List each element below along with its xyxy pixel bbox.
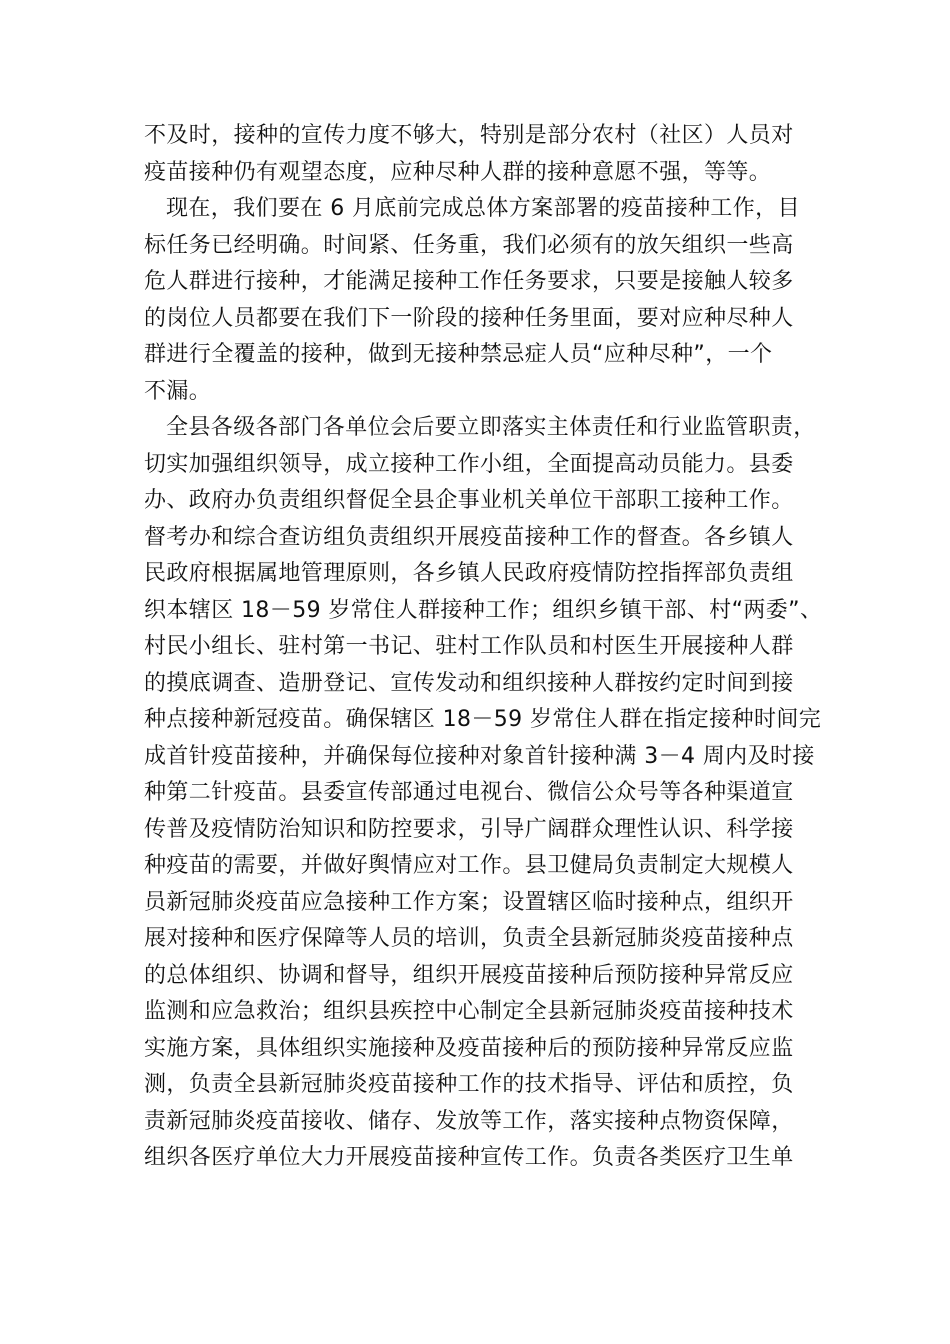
paragraph	[144, 118, 834, 191]
text-line: 督考办和综合查访组负责组织开展疫苗接种工作的督查。各乡镇人	[144, 524, 794, 550]
text-line: 危人群进行接种，才能满足接种工作任务要求，只要是接触人较多	[144, 269, 794, 294]
text-line: 组织各医疗单位大力开展疫苗接种宣传工作。负责各类医疗卫生单	[144, 1145, 794, 1170]
text-line: 成首针疫苗接种，并确保每位接种对象首针接种满 3－4 周内及时接	[144, 743, 815, 769]
text-line: 的岗位人员都要在我们下一阶段的接种任务里面，要对应种尽种人	[144, 305, 794, 331]
text-line: 传普及疫情防治知识和防控要求，引导广阔群众理性认识、科学接	[144, 816, 794, 842]
text-line: 不漏。	[144, 378, 212, 404]
text-line: 办、政府办负责组织督促全县企事业机关单位干部职工接种工作。	[144, 488, 794, 513]
text-line: 切实加强组织领导，成立接种工作小组，全面提高动员能力。县委	[144, 451, 794, 477]
document-body	[144, 118, 834, 1177]
text-line: 测，负责全县新冠肺炎疫苗接种工作的技术指导、评估和质控，负	[144, 1072, 794, 1097]
text-line: 实施方案，具体组织实施接种及疫苗接种后的预防接种异常反应监	[144, 1035, 794, 1061]
text-line: 标任务已经明确。时间紧、任务重，我们必须有的放矢组织一些高	[144, 232, 794, 258]
text-line: 责新冠肺炎疫苗接收、储存、发放等工作，落实接种点物资保障，	[144, 1108, 794, 1134]
paragraph	[144, 410, 834, 1177]
text-line: 疫苗接种仍有观望态度，应种尽种人群的接种意愿不强，等等。	[144, 159, 772, 185]
text-line: 监测和应急救治；组织县疾控中心制定全县新冠肺炎疫苗接种技术	[144, 999, 794, 1024]
text-line: 种疫苗的需要，并做好舆情应对工作。县卫健局负责制定大规模人	[144, 853, 794, 878]
text-line: 村民小组长、驻村第一书记、驻村工作队员和村医生开展接种人群	[144, 634, 794, 659]
paragraph	[144, 191, 834, 410]
text-line: 的摸底调查、造册登记、宣传发动和组织接种人群按约定时间到接	[144, 670, 794, 696]
text-line: 员新冠肺炎疫苗应急接种工作方案；设置辖区临时接种点，组织开	[144, 889, 794, 915]
text-line: 群进行全覆盖的接种，做到无接种禁忌症人员“应种尽种”，一个	[144, 342, 773, 367]
text-line: 织本辖区 18－59 岁常住人群接种工作；组织乡镇干部、村“两委”、	[144, 597, 823, 623]
text-line: 全县各级各部门各单位会后要立即落实主体责任和行业监管职责，	[166, 415, 816, 440]
text-line: 不及时，接种的宣传力度不够大，特别是部分农村（社区）人员对	[144, 123, 794, 148]
text-line: 种第二针疫苗。县委宣传部通过电视台、微信公众号等各种渠道宣	[144, 780, 794, 805]
text-line: 种点接种新冠疫苗。确保辖区 18－59 岁常住人群在指定接种时间完	[144, 707, 822, 732]
text-line: 展对接种和医疗保障等人员的培训，负责全县新冠肺炎疫苗接种点	[144, 926, 794, 951]
text-line: 现在，我们要在 6 月底前完成总体方案部署的疫苗接种工作，目	[166, 196, 800, 221]
text-line: 民政府根据属地管理原则，各乡镇人民政府疫情防控指挥部负责组	[144, 561, 794, 586]
text-line: 的总体组织、协调和督导，组织开展疫苗接种后预防接种异常反应	[144, 962, 794, 988]
